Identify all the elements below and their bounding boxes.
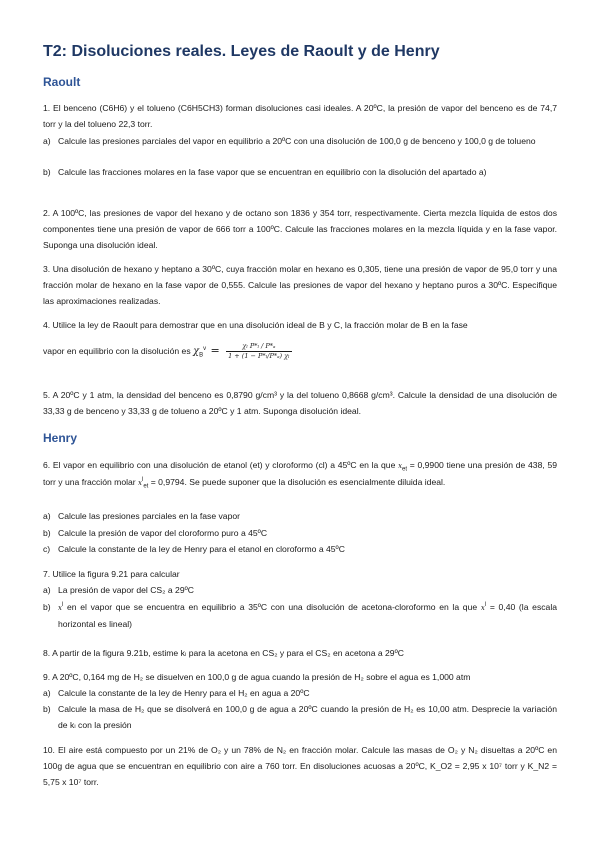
question-4-line-1: 4. Utilice la ley de Raoult para demostrar que en una disolución ideal de B y C, la fracción molar de B en la fase: [43, 320, 468, 330]
formula-sup: v: [203, 346, 207, 353]
question-9-item-a: [43, 685, 557, 701]
item-label: a): [43, 585, 51, 595]
item-label: a): [43, 511, 51, 521]
question-5: 5. A 20ºC y 1 atm, la densidad del benceno es 0,8790 g/cm³ y la del tolueno 0,8668 g/cm³. Calcule la densidad de una disolución de 33,33 g de benceno y 33,33 g de tolueno a 20ºC y 1 atm. Suponga disolución ideal.: [43, 390, 557, 417]
item-label: a): [43, 688, 51, 698]
question-1: 1. El benceno (C6H6) y el tolueno (C6H5CH3) forman disoluciones casi ideales. A 20ºC, la presión de vapor del benceno es de 74,7 torr y la del tolueno 22,3 torr.: [43, 103, 557, 130]
x-ac-symbol: x: [58, 604, 62, 612]
page-title: T2: Disoluciones reales. Leyes de Raoult y de Henry: [43, 43, 440, 60]
item-label: c): [43, 544, 51, 554]
question-1-item-b: [43, 164, 557, 180]
question-1-item-a: [43, 133, 557, 149]
item-text: [58, 599, 557, 632]
question-7: 7. Utilice la figura 9.21 para calcular: [43, 569, 180, 579]
question-6-item-b: [43, 525, 557, 541]
item-text: Calcule las fracciones molares en la fase vapor que se encuentran en equilibrio con la disolución del apartado a): [58, 167, 487, 177]
item-text: La presión de vapor del CS₂ a 29ºC: [58, 585, 194, 595]
question-7-b-part-1: en el vapor que se encuentra en equilibrio a 35ºC con una disolución de acetona-cloroformo en la que: [66, 602, 478, 612]
question-7-item-b: [43, 599, 557, 632]
x-et-symbol: x: [398, 462, 403, 470]
formula-equals: =: [210, 344, 220, 357]
question-9-item-b: [43, 701, 557, 733]
question-9: 9. A 20ºC, 0,164 mg de H₂ se disuelven en 100,0 g de agua cuando la presión de H₂ sobre el agua es 1,000 atm: [43, 672, 471, 682]
item-text: Calcule la masa de H₂ que se disolverá en 100,0 g de agua a 20ºC cuando la presión de H₂ es 10,00 atm. Desprecie la variación de kₗ con la presión: [58, 704, 557, 731]
x-et-sup: l: [142, 477, 144, 484]
formula-chi: χ: [193, 346, 200, 357]
x-et-sub-liquid: et: [143, 483, 149, 490]
item-text: Calcule las presiones parciales en la fase vapor: [58, 511, 241, 521]
x-et-sub: et: [402, 466, 408, 473]
item-label: b): [43, 602, 51, 612]
item-text: Calcule la constante de la ley de Henry para el H₂ en agua a 20ºC: [58, 688, 310, 698]
x-ac-symbol-liquid: x: [480, 604, 485, 612]
question-6-item-c: [43, 541, 557, 557]
x-et-symbol-liquid: x: [138, 479, 142, 488]
question-6-part-3: = 0,9794. Se puede suponer que la disolución es esencialmente diluida ideal.: [150, 477, 446, 488]
formula-fraction: [226, 342, 292, 361]
question-8: 8. A partir de la figura 9.21b, estime kₗ para la acetona en CS₂ y para el CS₂ en acetona a 29ºC: [43, 648, 404, 658]
x-ac-sup-liquid: l: [484, 602, 487, 609]
question-4-line-2: [43, 336, 557, 367]
section-heading-henry: Henry: [43, 431, 78, 445]
item-label: a): [43, 136, 51, 146]
question-7-b-part-2: = 0,40 (la escala horizontal es lineal): [58, 602, 558, 630]
question-4-text: vapor en equilibrio con la disolución es: [43, 346, 191, 356]
x-ac-sup: l: [61, 602, 64, 609]
question-10: 10. El aire está compuesto por un 21% de O₂ y un 78% de N₂ en fracción molar. Calcule las masas de O₂ y N₂ disueltas a 20ºC en 100g de agua que se encuentran en equilibrio con aire a 760 torr. En disoluciones acuosas a 20ºC, K_O2 = 2,95 x 10⁷ torr y K_N2 = 5,75 x 10⁷ torr.: [43, 745, 557, 788]
question-6-part-1: 6. El vapor en equilibrio con una disolución de etanol (et) y cloroformo (cl) a 45ºC en la que: [43, 460, 396, 470]
item-label: b): [43, 528, 51, 538]
formula-denominator: 1 + (1 − P*ₗ/P*ₐ) χₗ: [228, 352, 290, 361]
item-label: b): [43, 704, 51, 714]
item-text: Calcule las presiones parciales del vapor en equilibrio a 20ºC con una disolución de 100,0 g de benceno y 100,0 g de tolueno: [58, 136, 536, 146]
question-6-part-2: = 0,9900 tiene una presión de 438, 59 torr y una fracción molar: [43, 460, 558, 488]
formula-numerator: χₗ P*ₗ / P*ₐ: [226, 342, 292, 352]
item-text: Calcule la presión de vapor del cloroformo puro a 45ºC: [58, 528, 268, 538]
question-6: [43, 457, 557, 491]
item-text: Calcule la constante de la ley de Henry para el etanol en cloroformo a 45ºC: [58, 544, 345, 554]
question-7-item-a: [43, 582, 557, 598]
question-2: 2. A 100ºC, las presiones de vapor del hexano y de octano son 1836 y 354 torr, respectivamente. Cierta mezcla líquida de estos dos componentes tiene una presión de vapor de 666 torr a 100ºC. Calcule las fracciones molares en la mezcla líquida y en la fase vapor. Suponga una disolución ideal.: [43, 208, 557, 251]
section-heading-raoult: Raoult: [43, 75, 81, 89]
question-3: 3. Una disolución de hexano y heptano a 30ºC, cuya fracción molar en hexano es 0,305, tiene una presión de vapor de 95,0 torr y una fracción molar de hexano en la fase vapor de 0,555. Calcule las presiones de vapor del hexano y heptano puros a 30ºC. Especifique las aproximaciones realizadas.: [43, 264, 557, 307]
question-6-item-a: [43, 508, 557, 524]
raoult-formula: [193, 342, 292, 361]
item-label: b): [43, 167, 51, 177]
formula-sub: B: [199, 352, 204, 359]
